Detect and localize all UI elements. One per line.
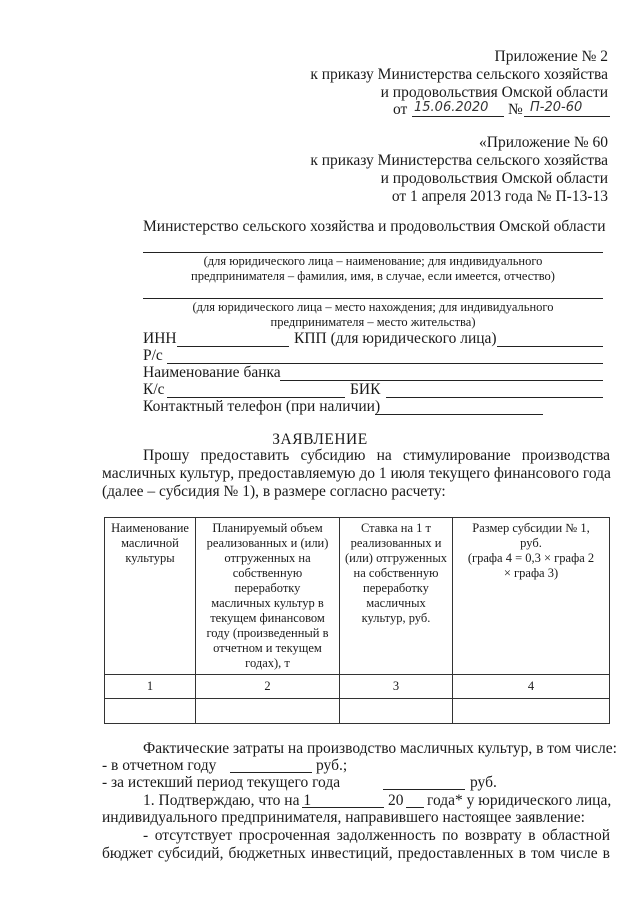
costs-cur-field[interactable] (383, 789, 465, 790)
col-number-2: 2 (196, 675, 340, 699)
costs-prev-unit: руб.; (316, 757, 348, 774)
statement-title: ЗАЯВЛЕНИЕ (272, 431, 368, 448)
column-number-row (105, 675, 610, 699)
attachment2-title: Приложение № 2 (494, 48, 608, 65)
applicant-name-hint-1: (для юридического лица – наименование; для индивидуального (203, 254, 543, 268)
header-rate-per-ton: Ставка на 1 т реализованных и (или) отгруженных на собственную переработку масличных культур, руб. (340, 518, 453, 675)
kpp-label: КПП (для юридического лица) (294, 330, 497, 347)
bank-label: Наименование банка (143, 364, 281, 381)
phone-label: Контактный телефон (при наличии) (143, 398, 381, 415)
header-subsidy-amount: Размер субсидии № 1, руб. (графа 4 = 0,3 × графа 2 × графа 3) (453, 518, 610, 675)
confirm-line-3: - отсутствует просроченная задолженность по возврату в областной (143, 827, 610, 844)
confirm-line-2: индивидуального предпринимателя, направившего настоящее заявление: (102, 809, 585, 826)
table-cell[interactable] (453, 699, 610, 724)
applicant-name-line (143, 252, 603, 253)
costs-prev-field[interactable] (230, 772, 312, 773)
rs-label: Р/с (143, 347, 163, 364)
bik-field[interactable] (386, 397, 603, 398)
attachment60-date-line: от 1 апреля 2013 года № П-13-13 (391, 188, 608, 205)
applicant-address-hint-1: (для юридического лица – место нахождения; для индивидуального (192, 300, 554, 314)
table-cell[interactable] (196, 699, 340, 724)
applicant-address-hint-2: предпринимателя – место жительства) (270, 315, 476, 329)
confirm-line-1a: 1. Подтверждаю, что на 1 (143, 792, 312, 809)
handwritten-number: П-20-60 (530, 100, 583, 115)
table-row (105, 699, 610, 724)
inn-field[interactable] (177, 346, 289, 347)
costs-cur-unit: руб. (470, 774, 497, 791)
attachment2-from-label: от (393, 101, 408, 118)
confirm-line-1b: 20 (388, 792, 404, 809)
date-underline (412, 116, 504, 117)
handwritten-date: 15.06.2020 (414, 100, 489, 115)
costs-line: Фактические затраты на производство масличных культур, в том числе: (143, 740, 617, 757)
col-number-1: 1 (105, 675, 196, 699)
number-underline (524, 116, 610, 117)
addressee: Министерство сельского хозяйства и продовольствия Омской области (143, 218, 606, 235)
confirm-year-field[interactable] (406, 807, 424, 808)
attachment60-order-line: к приказу Министерства сельского хозяйства (310, 152, 608, 169)
header-planned-volume: Планируемый объем реализованных и (или) отгруженных на собственную переработку масличных культур в текущем финансовом году (произведенный в отчетном и текущем годах), т (196, 518, 340, 675)
table-cell[interactable] (340, 699, 453, 724)
col-number-3: 3 (340, 675, 453, 699)
intro-line-1: Прошу предоставить субсидию на стимулирование производства (143, 447, 610, 464)
attachment2-ministry-line: и продовольствия Омской области (380, 84, 608, 101)
bik-label: БИК (350, 381, 381, 398)
applicant-address-line (143, 298, 603, 299)
attachment2-order-line: к приказу Министерства сельского хозяйства (310, 66, 608, 83)
attachment60-ministry-line: и продовольствия Омской области (380, 170, 608, 187)
inn-label: ИНН (143, 330, 177, 347)
table-cell[interactable] (105, 699, 196, 724)
intro-line-2: масличных культур, предоставляемую до 1 июля текущего финансового года (102, 465, 611, 482)
costs-prev-label: - в отчетном году (102, 757, 217, 774)
col-number-4: 4 (453, 675, 610, 699)
confirm-line-1c: года* у юридического лица, (427, 792, 612, 809)
table-header-row (105, 518, 610, 675)
applicant-name-hint-2: предпринимателя – фамилия, имя, в случае, если имеется, отчество) (191, 269, 555, 283)
attachment60-title: «Приложение № 60 (479, 134, 608, 151)
bank-field[interactable] (280, 380, 603, 381)
phone-field[interactable] (375, 414, 543, 415)
ks-label: К/с (143, 381, 165, 398)
subsidy-calc-table (104, 517, 610, 724)
attachment2-no-label: № (508, 101, 523, 118)
intro-line-3: (далее – субсидия № 1), в размере согласно расчету: (102, 483, 446, 500)
costs-cur-label: - за истекший период текущего года (102, 774, 341, 791)
header-crop-name: Наименование масличной культуры (105, 518, 196, 675)
confirm-line-4: бюджет субсидий, бюджетных инвестиций, предоставленных в том числе в (102, 845, 610, 862)
confirm-date-field[interactable] (302, 807, 384, 808)
kpp-field[interactable] (497, 346, 603, 347)
